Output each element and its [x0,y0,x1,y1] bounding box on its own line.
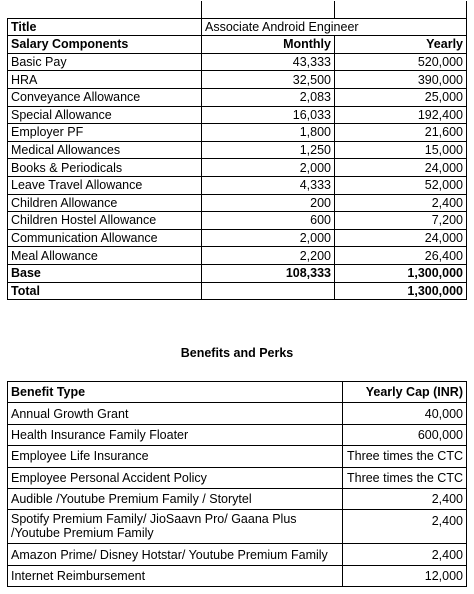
yearly-value: 24,000 [335,159,467,177]
benefits-table [7,381,467,587]
table-row [8,176,467,194]
table-row [8,510,467,544]
yearly-value: 26,400 [335,247,467,265]
benefits-heading: Benefits and Perks [180,346,294,360]
benefit-cap: 40,000 [343,403,467,424]
yearly-value: 390,000 [335,71,467,89]
monthly-value: 2,200 [202,247,335,265]
component-name: Conveyance Allowance [8,88,202,106]
header-monthly: Monthly [202,36,335,54]
total-monthly [202,282,335,300]
component-name: Meal Allowance [8,247,202,265]
table-top-edge [8,1,467,18]
yearly-value: 192,400 [335,106,467,124]
benefit-name: Employee Personal Accident Policy [8,467,343,488]
component-name: Medical Allowances [8,141,202,159]
benefit-name: Internet Reimbursement [8,565,343,586]
table-row [8,247,467,265]
benefit-cap: 600,000 [343,424,467,445]
header-yearly: Yearly [335,36,467,54]
yearly-value: 7,200 [335,212,467,230]
table-row [8,53,467,71]
benefit-name: Amazon Prime/ Disney Hotstar/ Youtube Premium Family [8,544,343,565]
total-row [8,282,467,300]
monthly-value: 2,000 [202,159,335,177]
benefit-cap: 2,400 [343,544,467,565]
table-row [8,106,467,124]
title-value: Associate Android Engineer [202,18,467,36]
yearly-value: 520,000 [335,53,467,71]
total-yearly: 1,300,000 [335,282,467,300]
salary-table [7,1,467,300]
component-name: Leave Travel Allowance [8,176,202,194]
benefit-name: Annual Growth Grant [8,403,343,424]
yearly-value: 15,000 [335,141,467,159]
monthly-value: 1,250 [202,141,335,159]
base-monthly: 108,333 [202,264,335,282]
monthly-value: 2,083 [202,88,335,106]
table-row [8,565,467,586]
monthly-value: 200 [202,194,335,212]
monthly-value: 16,033 [202,106,335,124]
component-name: Children Hostel Allowance [8,212,202,230]
base-row [8,264,467,282]
table-row [8,424,467,445]
benefit-name: Spotify Premium Family/ JioSaavn Pro/ Gaana Plus /Youtube Premium Family [8,510,343,544]
component-name: Communication Allowance [8,229,202,247]
table-row [8,229,467,247]
table-row [8,124,467,142]
header-yearly-cap: Yearly Cap (INR) [343,382,467,403]
component-name: Special Allowance [8,106,202,124]
yearly-value: 21,600 [335,124,467,142]
component-name: Children Allowance [8,194,202,212]
table-row [8,446,467,467]
table-row [8,71,467,89]
yearly-value: 25,000 [335,88,467,106]
component-name: Employer PF [8,124,202,142]
table-row [8,194,467,212]
base-label: Base [8,264,202,282]
yearly-value: 24,000 [335,229,467,247]
table-row [8,544,467,565]
benefit-name: Health Insurance Family Floater [8,424,343,445]
benefit-cap: Three times the CTC [343,467,467,488]
title-row [8,18,467,36]
benefit-cap: 2,400 [343,510,467,544]
table-row [8,141,467,159]
monthly-value: 43,333 [202,53,335,71]
total-label: Total [8,282,202,300]
table-row [8,488,467,509]
monthly-value: 600 [202,212,335,230]
yearly-value: 52,000 [335,176,467,194]
title-label: Title [8,18,202,36]
monthly-value: 1,800 [202,124,335,142]
benefit-cap: Three times the CTC [343,446,467,467]
table-row [8,88,467,106]
table-row [8,159,467,177]
benefit-name: Employee Life Insurance [8,446,343,467]
table-row [8,212,467,230]
component-name: HRA [8,71,202,89]
benefit-cap: 2,400 [343,488,467,509]
benefit-name: Audible /Youtube Premium Family / Storytel [8,488,343,509]
yearly-value: 2,400 [335,194,467,212]
monthly-value: 2,000 [202,229,335,247]
table-row [8,403,467,424]
salary-header-row [8,36,467,54]
base-yearly: 1,300,000 [335,264,467,282]
table-row [8,467,467,488]
benefit-cap: 12,000 [343,565,467,586]
benefits-header-row [8,382,467,403]
monthly-value: 4,333 [202,176,335,194]
monthly-value: 32,500 [202,71,335,89]
header-component: Salary Components [8,36,202,54]
component-name: Books & Periodicals [8,159,202,177]
component-name: Basic Pay [8,53,202,71]
header-benefit-type: Benefit Type [8,382,343,403]
